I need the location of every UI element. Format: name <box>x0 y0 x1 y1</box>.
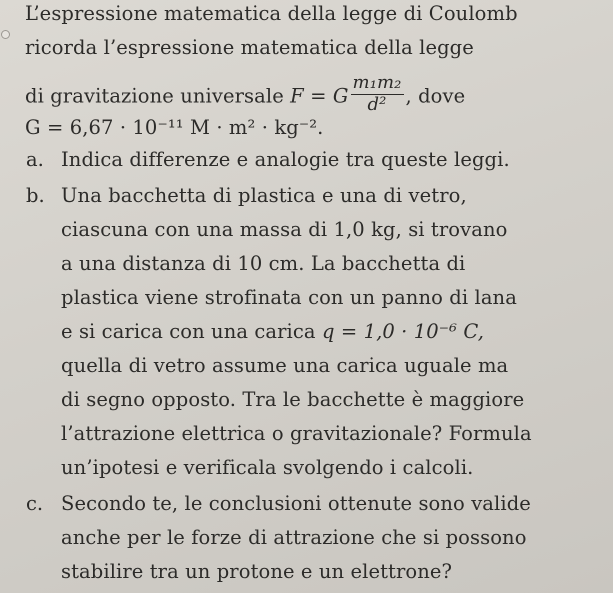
item-b-line-7: di segno opposto. Tra le bacchette è maggiore <box>61 388 525 411</box>
intro-line-3-tail: , dove <box>405 84 466 108</box>
intro-line-3-text: di gravitazione universale <box>25 84 291 108</box>
item-a-marker: a. <box>26 148 44 171</box>
item-b-line-5-text: e si carica con una carica <box>61 320 322 343</box>
item-b-line-3: a una distanza di 10 cm. La bacchetta di <box>61 252 466 275</box>
intro-line-1: L’espressione matematica della legge di Coulomb <box>25 2 518 25</box>
item-b-line-8: l’attrazione elettrica o gravitazionale? Formula <box>61 422 532 445</box>
item-b-line-9: un’ipotesi e verificala svolgendo i calcoli. <box>61 456 474 479</box>
intro-line-3 <box>25 72 466 118</box>
item-b-line-6: quella di vetro assume una carica uguale ma <box>61 354 509 377</box>
intro-line-4: G = 6,67 · 10⁻¹¹ M · m² · kg⁻². <box>25 116 324 139</box>
item-b-line-5 <box>61 320 484 344</box>
intro-line-2: ricorda l’espressione matematica della legge <box>25 36 474 59</box>
item-b-line-2: ciascuna con una massa di 1,0 kg, si trovano <box>61 218 508 241</box>
formula-g: G <box>332 84 349 108</box>
item-c-line-3: stabilire tra un protone e un elettrone? <box>61 560 453 583</box>
item-a-line-1: Indica differenze e analogie tra queste leggi. <box>61 148 510 171</box>
item-c-line-2: anche per le forze di attrazione che si possono <box>61 526 527 549</box>
formula-denominator: d² <box>367 94 387 115</box>
charge-formula: q = 1,0 · 10⁻⁶ C, <box>321 320 485 343</box>
item-c-marker: c. <box>26 492 44 515</box>
item-b-line-1: Una bacchetta di plastica e una di vetro, <box>61 184 467 207</box>
formula-equals: = <box>303 84 333 108</box>
item-c-line-1: Secondo te, le conclusioni ottenute sono valide <box>61 492 531 515</box>
formula-fraction <box>351 73 404 115</box>
formula-numerator: m₁m₂ <box>352 72 402 93</box>
item-b-marker: b. <box>26 184 45 207</box>
formula-f: F <box>290 84 304 108</box>
circle-bullet-icon <box>1 30 10 39</box>
item-b-line-4: plastica viene strofinata con un panno di lana <box>61 286 517 309</box>
